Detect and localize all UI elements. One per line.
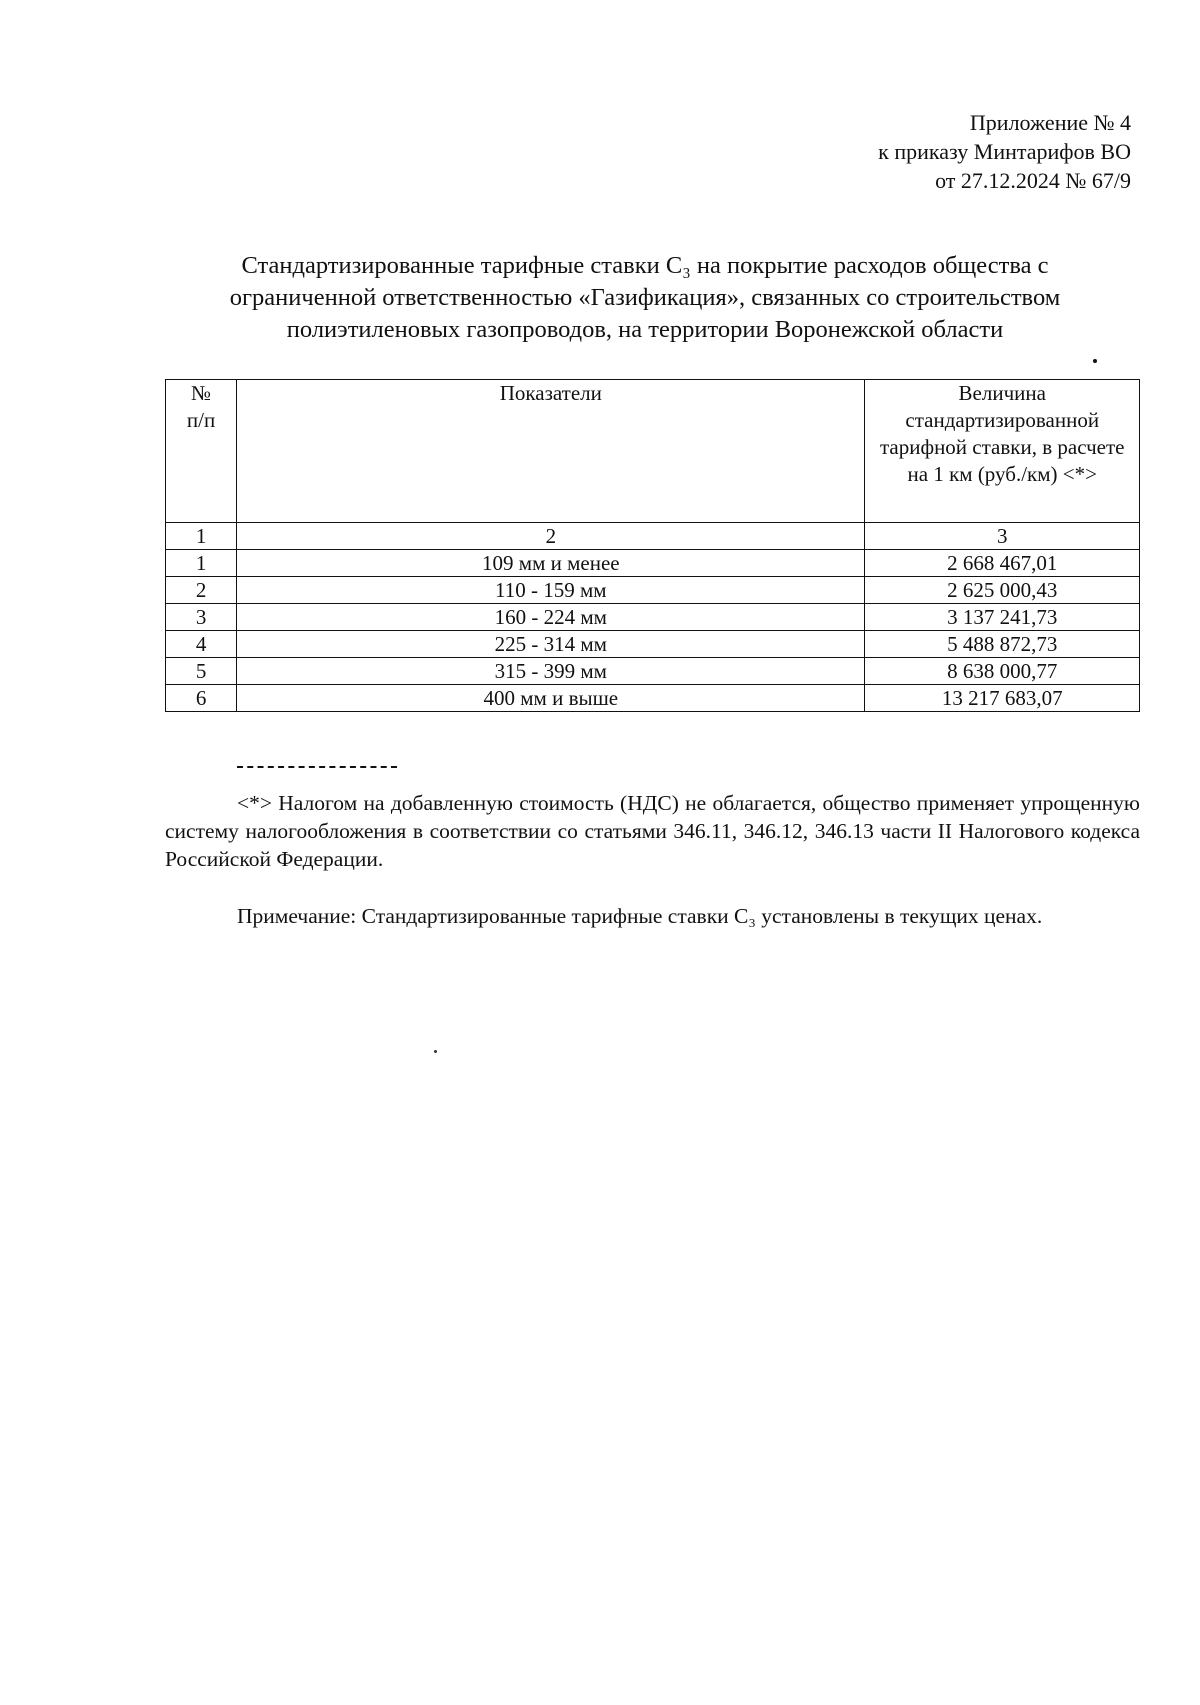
header-num: № п/п [166, 380, 237, 523]
scan-mark [434, 1050, 437, 1053]
row-value: 8 638 000,77 [865, 658, 1140, 685]
header-indicator: Показатели [237, 380, 865, 523]
appendix-order-date: от 27.12.2024 № 67/9 [935, 168, 1131, 193]
table-row [166, 577, 1140, 604]
row-num: 1 [166, 550, 237, 577]
tariff-table [165, 379, 1140, 712]
index-cell: 2 [237, 523, 865, 550]
row-indicator: 109 мм и менее [237, 550, 865, 577]
footnote-separator [237, 766, 397, 768]
row-value: 13 217 683,07 [865, 685, 1140, 712]
row-value: 5 488 872,73 [865, 631, 1140, 658]
row-indicator: 225 - 314 мм [237, 631, 865, 658]
row-indicator: 110 - 159 мм [237, 577, 865, 604]
table-row [166, 550, 1140, 577]
row-indicator: 400 мм и выше [237, 685, 865, 712]
column-index-row [166, 523, 1140, 550]
document-title [160, 250, 1130, 346]
appendix-number: Приложение № 4 [969, 110, 1131, 135]
table-row [166, 604, 1140, 631]
table-row [166, 685, 1140, 712]
row-num: 4 [166, 631, 237, 658]
table-row [166, 658, 1140, 685]
table-header-row [166, 380, 1140, 523]
appendix-header [878, 108, 1131, 195]
row-value: 2 625 000,43 [865, 577, 1140, 604]
title-line-3: полиэтиленовых газопроводов, на территории Воронежской области [286, 316, 1004, 343]
index-cell: 1 [166, 523, 237, 550]
title-line-1: Стандартизированные тарифные ставки С₃ на покрытие расходов общества с [241, 252, 1049, 279]
row-value: 2 668 467,01 [865, 550, 1140, 577]
footnote-text: <*> Налогом на добавленную стоимость (НДС) не облагается, общество применяет упрощенную систему налогообложения в соответствии со статьями 346.11, 346.12, 346.13 части II Налогового кодекса Российской Федерации. [165, 791, 1140, 871]
row-indicator: 160 - 224 мм [237, 604, 865, 631]
row-num: 3 [166, 604, 237, 631]
title-line-2: ограниченной ответственностью «Газификация», связанных со строительством [229, 284, 1061, 311]
row-num: 2 [166, 577, 237, 604]
index-cell: 3 [865, 523, 1140, 550]
appendix-order-ref: к приказу Минтарифов ВО [878, 139, 1131, 164]
row-value: 3 137 241,73 [865, 604, 1140, 631]
row-indicator: 315 - 399 мм [237, 658, 865, 685]
header-value: Величина стандартизированной тарифной ставки, в расчете на 1 км (руб./км) <*> [865, 380, 1140, 523]
note-text: Примечание: Стандартизированные тарифные ставки С₃ установлены в текущих ценах. [237, 904, 1043, 928]
table-row [166, 631, 1140, 658]
row-num: 5 [166, 658, 237, 685]
scan-dot [1093, 359, 1097, 363]
row-num: 6 [166, 685, 237, 712]
